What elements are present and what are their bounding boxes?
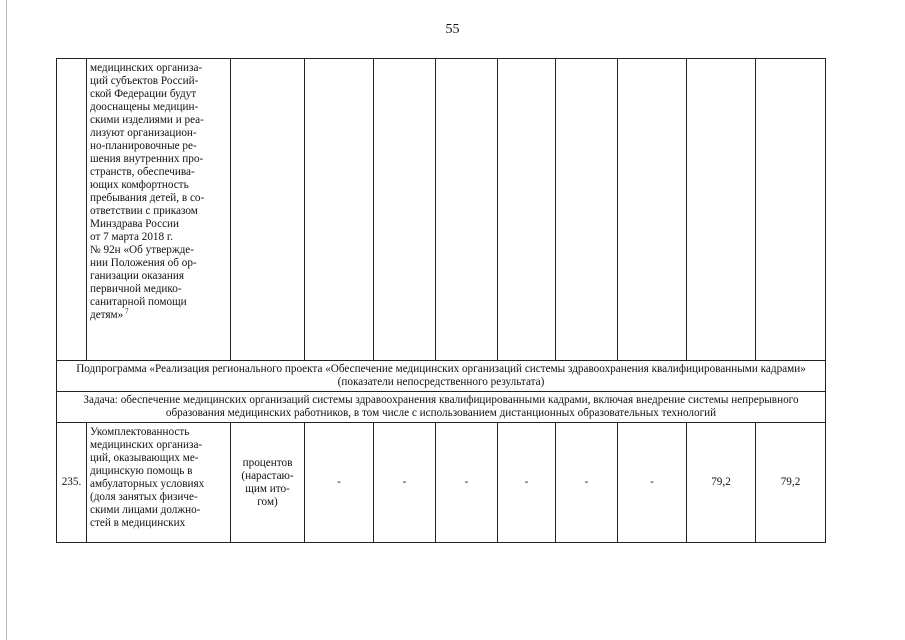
description-line: дицинскую помощь в [90,465,193,477]
task-header-row [57,392,826,423]
description-line: первичной медико- [90,283,182,295]
description-line: ющих комфортность [90,179,189,191]
value-cell: - [498,423,556,543]
description-line: № 92н «Об утвержде- [90,244,194,256]
description-line: санитарной помощи [90,296,187,308]
value-cell: - [436,423,498,543]
value-cell: 79,2 [756,423,826,543]
page-number: 55 [445,22,460,37]
footnote-marker: 7 [123,307,129,316]
description-line: Минздрава России [90,218,180,230]
description-line: но-планировочные ре- [90,140,197,152]
table-row-235 [57,423,826,543]
page-edge [6,0,7,640]
row-number-cell [57,59,87,361]
unit-line: щим ито- [245,482,290,495]
unit-line: процентов [242,456,293,469]
indicators-table [56,58,826,543]
description-line: от 7 марта 2018 г. [90,231,174,243]
description-line: странств, обеспечива- [90,166,195,178]
unit-cell [231,423,305,543]
table-row-continued [57,59,826,361]
description-line: ской Федерации будут [90,88,197,100]
value-cell [756,59,826,361]
unit-line: (нарастаю- [241,469,294,482]
description-line: амбулаторных условиях [90,478,205,490]
unit-cell [231,59,305,361]
unit-line: гом) [257,495,278,508]
description-line: ответствии с приказом [90,205,198,217]
description-line: скими лицами должно- [90,504,201,516]
description-line: медицинских организа- [90,62,203,74]
description-cell [87,423,231,543]
value-cell: 79,2 [687,423,756,543]
value-cell: - [618,423,687,543]
task-header: Задача: обеспечение медицинских организаций системы здравоохранения квалифицированными кадрами, включая внедрение системы непрерывного образования медицинских работников, в том числе с использованием дистанционных образовательных технологий [57,392,826,423]
description-line: нии Положения об ор- [90,257,197,269]
description-line: скими изделиями и реа- [90,114,204,126]
unit-text [233,457,302,509]
subprogram-header: Подпрограмма «Реализация регионального проекта «Обеспечение медицинских организаций системы здравоохранения квалифицированными кадрами» (показатели непосредственного результата) [57,361,826,392]
description-line: Укомплектованность [90,426,190,438]
description-text [90,426,228,530]
value-cell: - [305,423,374,543]
description-line: стей в медицинских [90,517,186,529]
description-line: медицинских организа- [90,439,203,451]
value-cell: - [556,423,618,543]
value-cell [618,59,687,361]
value-cell [556,59,618,361]
value-cell [305,59,374,361]
description-line: пребывания детей, в со- [90,192,205,204]
description-line: (доля занятых физиче- [90,491,198,503]
value-cell: - [374,423,436,543]
value-cell [687,59,756,361]
description-line: ганизации оказания [90,270,185,282]
row-number: 235. [57,423,87,543]
description-text [90,62,228,322]
description-cell [87,59,231,361]
description-line: лизуют организацион- [90,127,197,139]
description-line: детям» $^7$ [90,307,129,321]
description-line: дооснащены медицин- [90,101,199,113]
value-cell [374,59,436,361]
subprogram-header-row [57,361,826,392]
description-line: ций субъектов Россий- [90,75,199,87]
value-cell [498,59,556,361]
description-line: ций, оказывающих ме- [90,452,199,464]
description-line: шения внутренних про- [90,153,204,165]
value-cell [436,59,498,361]
